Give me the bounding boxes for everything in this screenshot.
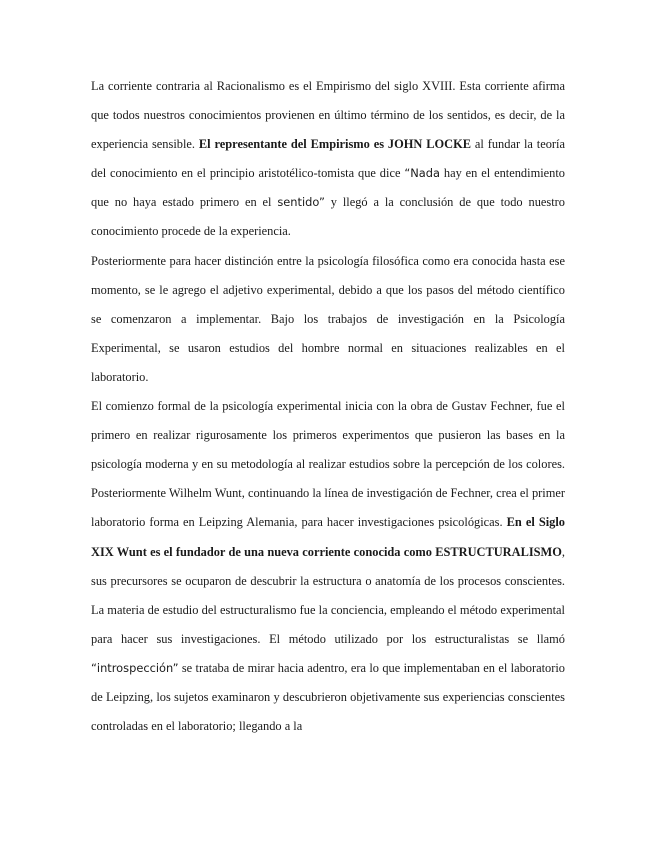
paragraph-text: y llegó a la conclusión de que todo nuestro conocimiento procede de la experiencia. [91, 195, 565, 239]
paragraph-text: hay en el entendimiento que no haya estado primero en el [91, 166, 565, 210]
quoted-text: sentido” [277, 195, 325, 210]
paragraph-text: , sus precursores se ocuparon de descubrir la estructura o anatomía de los procesos conscientes. La materia de estudio del estructuralismo fue la conciencia, empleando el método experimental para hacer sus investigaciones. El método utilizado por los estructuralistas se llamó [91, 544, 565, 646]
paragraph-text: se trataba de mirar hacia adentro, era lo que implementaban en el laboratorio de Leipzing, los sujetos examinaron y descubrieron objetivamente sus experiencias conscientes controladas en el laboratorio; llegando a la [91, 660, 565, 734]
bold-statement: El representante del Empirismo es JOHN LOCKE [198, 137, 471, 152]
quoted-text: “Nada [404, 166, 440, 181]
paragraph-empirismo [91, 72, 565, 247]
paragraph-text: La corriente contraria al Racionalismo es el Empirismo del siglo XVIII. Esta corriente afirma que todos nuestros conocimientos provienen en último término de los sentidos, es decir, de la experiencia sensible. [91, 79, 565, 152]
paragraph-psicologia-experimental: Posteriormente para hacer distinción entre la psicología filosófica como era conocida hasta ese momento, se le agrego el adjetivo experimental, debido a que los pasos del método científico se comenzaron a implementar. Bajo los trabajos de investigación en la Psicología Experimental, se usaron estudios del hombre normal en situaciones realizables en el laboratorio. [91, 253, 565, 384]
document-body [91, 72, 565, 741]
paragraph-estructuralismo [91, 392, 565, 741]
quoted-text: “introspección” [91, 660, 179, 675]
bold-statement: En el Siglo XIX Wunt es el fundador de una nueva corriente conocida como ESTRUCTURALISMO [91, 515, 565, 559]
paragraph-text: al fundar la teoría del conocimiento en el principio aristotélico-tomista que dice [91, 137, 566, 181]
paragraph-text: El comienzo formal de la psicología experimental inicia con la obra de Gustav Fechner, fue el primero en realizar rigurosamente los primeros experimentos que pusieron las bases en la psicología moderna y en su metodología al realizar estudios sobre la percepción de los colores. Posteriormente Wilhelm Wunt, continuando la línea de investigación de Fechner, crea el primer laboratorio forma en Leipzing Alemania, para hacer investigaciones psicológicas. [91, 399, 565, 530]
